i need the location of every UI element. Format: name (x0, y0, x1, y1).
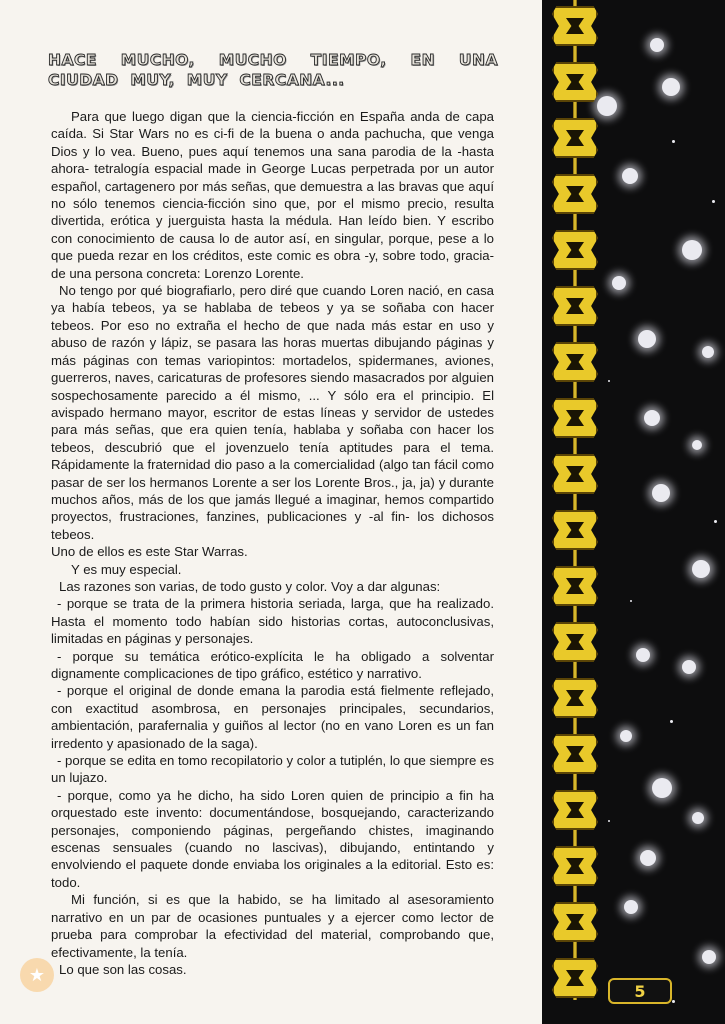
paragraph-star-warras: Uno de ellos es este Star Warras. (51, 544, 248, 560)
star (620, 730, 632, 742)
ornament-glyph (552, 902, 598, 942)
star (652, 484, 670, 502)
ornament-glyph (552, 790, 598, 830)
article-headline (48, 50, 498, 90)
ornament-glyph (552, 678, 598, 718)
star (612, 276, 626, 290)
watermark-logo: ★ (20, 958, 54, 992)
star (692, 440, 702, 450)
paragraph-my-role: Mi función, si es que la habido, se ha limitado al asesoramiento narrativo en un par de ocasiones puntuales y a ejercer como lector de prueba para comprobar la efectividad del material, comprobando que, efectivamente, la tenía. (51, 892, 494, 960)
ornament-glyph (552, 454, 598, 494)
star (692, 812, 704, 824)
headline-line-1: HACE MUCHO, MUCHO TIEMPO, EN UNA (48, 51, 498, 69)
star (682, 240, 702, 260)
star (670, 720, 673, 723)
paragraph-reasons: Las razones son varias, de todo gusto y color. Voy a dar algunas: (59, 578, 441, 594)
gold-ornament-column (548, 0, 602, 1024)
star (638, 330, 656, 348)
ornament-glyph (552, 174, 598, 214)
ornament-glyph (552, 62, 598, 102)
star (712, 200, 715, 203)
ornament-glyph (552, 622, 598, 662)
page-number: 5 (634, 981, 646, 1001)
star (636, 648, 650, 662)
star (682, 660, 696, 674)
star (630, 600, 632, 602)
star (640, 850, 656, 866)
paragraph-closing: Lo que son las cosas. (59, 961, 187, 977)
star (650, 38, 664, 52)
list-item: - porque se trata de la primera historia seriada, larga, que ha realizado. Hasta el momento todo habían sido historias cortas, autoconclusivas, limitadas en páginas y personajes. (51, 596, 494, 647)
star (714, 520, 717, 523)
list-item: - porque el original de donde emana la parodia está fielmente reflejado, con exactitud asombrosa, en personajes principales, secundarios, ambientación, parafernalia y guiños al lector (no en vano Loren es un fan irredento y apasionado de la saga). (51, 683, 494, 751)
paragraph-special: Y es muy especial. (71, 561, 182, 577)
article-body (51, 108, 494, 978)
star (608, 380, 610, 382)
star (652, 778, 672, 798)
ornament-glyph (552, 286, 598, 326)
star (692, 560, 710, 578)
page-number-badge (608, 978, 672, 1004)
ornament-glyph (552, 846, 598, 886)
ornament-glyph (552, 230, 598, 270)
paragraph-intro: Para que luego digan que la ciencia-ficción en España anda de capa caída. Si Star Wars no es ci-fi de la buena o anda pachucha, que venga Dios y lo vea. Bueno, pues aquí tenemos una sana parodia de la -hasta ahora- tetralogía espacial made in George Lucas perpetrada por un autor español, cartagenero por más señas, que demuestra a las bravas que aquí no sólo tenemos ciencia-ficción sino que, por el mismo precio, resulta divertida, erótica y juerguista hasta la médula. Han leído bien. Y escribo con conocimiento de causa lo de autor así, en singular, porque, pese a lo que pueda rezar en los créditos, este comic es obra -y, sobre todo, gracia- de una persona concreta: Lorenzo Lorente. (51, 109, 494, 281)
ornament-glyph (552, 734, 598, 774)
star (624, 900, 638, 914)
star (622, 168, 638, 184)
star (672, 1000, 675, 1003)
ornament-glyph (552, 510, 598, 550)
headline-line-2: CIUDAD MUY, MUY CERCANA... (48, 71, 345, 89)
ornament-glyph (552, 398, 598, 438)
star (644, 410, 660, 426)
ornament-glyph (552, 566, 598, 606)
star (662, 78, 680, 96)
star (608, 820, 610, 822)
star (702, 346, 714, 358)
star (702, 950, 716, 964)
list-item: - porque su temática erótico-explícita le ha obligado a solventar dignamente complicaciones de tipo gráfico, estético y narrativo. (51, 648, 494, 681)
ornament-glyph (552, 342, 598, 382)
list-item: - porque, como ya he dicho, ha sido Loren quien de principio a fin ha orquestado este invento: documentándose, bosquejando, caracterizando personajes, componiendo páginas, pergeñando chistes, imaginando escenas sensuales (cuando no lascivas), dibujando, entintando y envolviendo el paquete donde enviaba los originales a la editorial. Esto es: todo. (51, 787, 494, 890)
star (672, 140, 675, 143)
ornament-glyph (552, 118, 598, 158)
list-item: - porque se edita en tomo recopilatorio y color a tutiplén, lo que siempre es un lujazo. (51, 753, 494, 786)
ornament-glyph (552, 6, 598, 46)
paragraph-biography: No tengo por qué biografiarlo, pero diré que cuando Loren nació, en casa ya había tebeos, ya se hablaba de tebeos y ya se soñaba con hacer tebeos. Por eso no extraña el hecho de que nada más estar en uso y abuso de razón y lápiz, se pasara las horas muertas dibujando páginas y más páginas con temas variopintos: mortadelos, spidermanes, aviones, guerreros, naves, caricaturas de profesores siendo masacrados por alguien sospechosamente parecido a él mismo, ... Y sólo era el principio. El avispado hermano mayor, escritor de estas líneas y servidor de ustedes para más señas, que era quien tenía, hablaba y soñaba con hacer los tebeos, descubrió que el jovenzuelo tenía aptitudes para el tema. Rápidamente la fraternidad dio paso a la comercialidad (algo tan fácil como pasar de ser los hermanos Lorente a ser los Lorente Bros., ja, ja) y durante muchos años, más de los que jamás llegué a imaginar, hemos compartido proyectos, frustraciones, fanzines, publicaciones y -al fin- los dichosos tebeos. (51, 283, 494, 542)
ornament-glyph (552, 958, 598, 998)
